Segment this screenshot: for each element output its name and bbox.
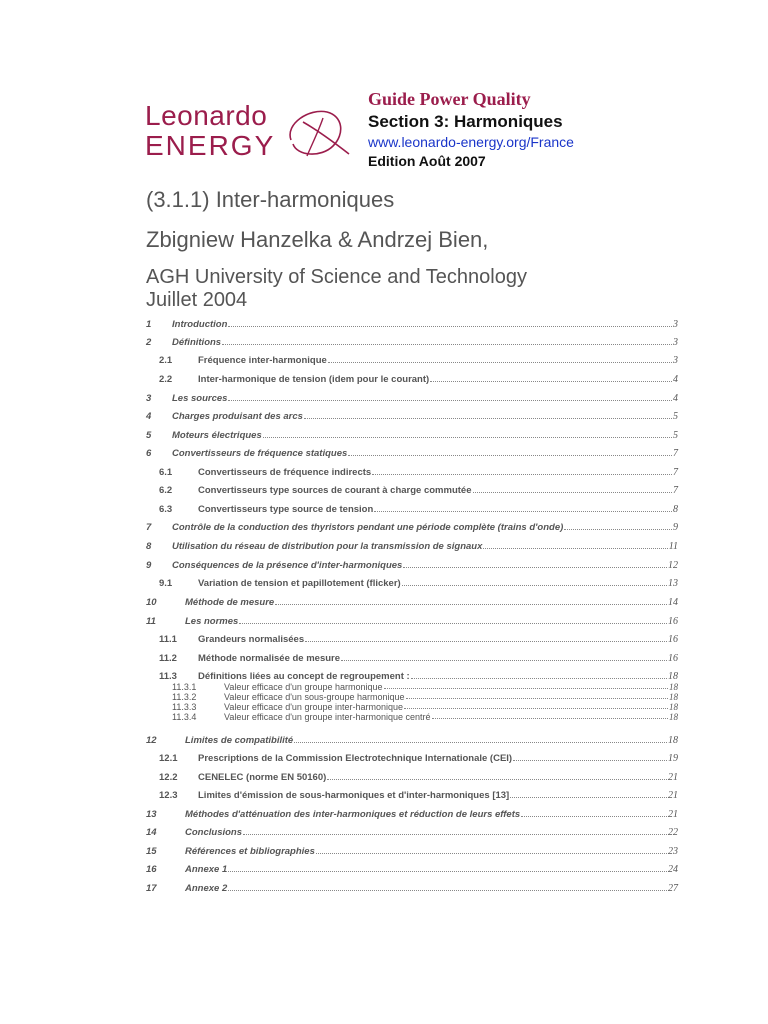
toc-leader-dots <box>384 687 669 689</box>
toc-entry-page: 14 <box>668 597 678 608</box>
toc-entry-label: Annexe 2 <box>185 883 228 894</box>
toc-entry-number: 2.1 <box>159 355 173 366</box>
toc-entry-page: 7 <box>673 448 678 459</box>
toc-entry-label: Méthode normalisée de mesure <box>198 653 341 664</box>
toc-entry-number: 11.2 <box>159 653 177 664</box>
toc-entry[interactable] <box>146 372 678 385</box>
toc-entry-label: Annexe 1 <box>185 864 228 875</box>
edition-date: Edition Août 2007 <box>368 153 486 169</box>
toc-entry[interactable] <box>146 391 678 404</box>
toc-entry[interactable] <box>146 595 678 608</box>
toc-entry-page: 18 <box>669 682 678 692</box>
toc-entry-page: 3 <box>673 337 678 348</box>
toc-entry-page: 3 <box>673 355 678 366</box>
toc-entry-number: 4 <box>146 411 152 422</box>
toc-leader-dots <box>403 566 667 568</box>
toc-entry-page: 18 <box>669 692 678 702</box>
toc-entry-number: 13 <box>146 809 157 820</box>
toc-leader-dots <box>263 436 672 438</box>
toc-entry-number: 2.2 <box>159 374 173 385</box>
toc-entry-page: 11 <box>668 541 678 552</box>
toc-leader-dots <box>275 603 667 605</box>
toc-entry-label: Convertisseurs type sources de courant à charge commutée <box>198 485 472 496</box>
toc-entry[interactable] <box>146 751 678 764</box>
toc-entry-label: Méthode de mesure <box>185 597 275 608</box>
toc-entry-label: Conclusions <box>185 827 243 838</box>
toc-entry-page: 21 <box>668 809 678 820</box>
section-title: Section 3: Harmoniques <box>368 112 563 131</box>
toc-entry[interactable] <box>146 446 678 459</box>
logo-text-energy: ENERGY <box>145 130 276 161</box>
toc-entry-number: 12 <box>146 735 157 746</box>
toc-entry-label: Fréquence inter-harmonique <box>198 355 327 366</box>
toc-entry[interactable] <box>146 335 678 348</box>
toc-entry-page: 9 <box>673 522 678 533</box>
toc-entry-number: 10 <box>146 597 157 608</box>
toc-entry-label: Définitions <box>172 337 222 348</box>
toc-entry[interactable] <box>146 632 678 645</box>
toc-leader-dots <box>348 454 672 456</box>
toc-leader-dots <box>316 852 667 854</box>
toc-entry[interactable] <box>146 428 678 441</box>
website-link[interactable]: www.leonardo-energy.org/France <box>368 134 574 150</box>
toc-entry[interactable] <box>146 520 678 533</box>
toc-entry-number: 11.1 <box>159 634 177 645</box>
toc-entry-number: 1 <box>146 319 152 330</box>
toc-entry-number: 6.2 <box>159 485 173 496</box>
toc-entry-page: 24 <box>668 864 678 875</box>
toc-entry-page: 21 <box>668 772 678 783</box>
leonardo-energy-logo <box>145 100 360 162</box>
toc-entry-number: 17 <box>146 883 157 894</box>
toc-entry-label: Contrôle de la conduction des thyristors pendant une période complète (trains d'onde) <box>172 522 564 533</box>
toc-leader-dots <box>513 759 667 761</box>
toc-entry-page: 7 <box>673 467 678 478</box>
toc-entry-number: 3 <box>146 393 152 404</box>
toc-entry-label: Références et bibliographies <box>185 846 315 857</box>
toc-entry-number: 6.3 <box>159 504 173 515</box>
toc-entry-page: 22 <box>668 827 678 838</box>
toc-entry-number: 11 <box>146 616 156 627</box>
toc-entry-number: 12.3 <box>159 790 178 801</box>
toc-leader-dots <box>304 417 672 419</box>
toc-entry[interactable] <box>146 733 678 746</box>
toc-leader-dots <box>228 325 672 327</box>
toc-entry[interactable] <box>146 862 678 875</box>
toc-entry-number: 9.1 <box>159 578 173 589</box>
toc-entry-page: 16 <box>668 616 678 627</box>
toc-entry-page: 18 <box>668 671 678 682</box>
logo-swirl-icon <box>283 104 355 162</box>
toc-entry-number: 6.1 <box>159 467 173 478</box>
toc-entry-label: Méthodes d'atténuation des inter-harmoniques et réduction de leurs effets <box>185 809 521 820</box>
toc-entry[interactable] <box>146 711 678 722</box>
toc-entry-number: 7 <box>146 522 152 533</box>
toc-entry-number: 11.3.4 <box>172 712 197 722</box>
toc-entry[interactable] <box>146 576 678 589</box>
toc-entry[interactable] <box>146 770 678 783</box>
toc-entry[interactable] <box>146 502 678 515</box>
toc-entry-label: Convertisseurs type source de tension <box>198 504 374 515</box>
toc-entry-label: Valeur efficace d'un groupe harmonique <box>224 682 383 692</box>
toc-leader-dots <box>243 833 667 835</box>
toc-entry-label: Valeur efficace d'un groupe inter-harmonique centré <box>224 712 431 722</box>
toc-entry-page: 21 <box>668 790 678 801</box>
toc-entry-page: 18 <box>669 712 678 722</box>
toc-leader-dots <box>228 399 672 401</box>
toc-entry-label: Inter-harmonique de tension (idem pour le courant) <box>198 374 430 385</box>
toc-entry-label: Variation de tension et papillotement (flicker) <box>198 578 401 589</box>
toc-entry-page: 8 <box>673 504 678 515</box>
toc-entry-label: Définitions liées au concept de regroupement : <box>198 671 410 682</box>
toc-leader-dots <box>374 510 672 512</box>
toc-leader-dots <box>222 343 672 345</box>
toc-leader-dots <box>341 659 667 661</box>
toc-entry[interactable] <box>146 409 678 422</box>
toc-entry[interactable] <box>146 483 678 496</box>
toc-leader-dots <box>372 473 672 475</box>
document-title: (3.1.1) Inter-harmoniques <box>146 187 395 212</box>
toc-entry-label: CENELEC (norme EN 50160) <box>198 772 327 783</box>
toc-entry-label: Les normes <box>185 616 239 627</box>
toc-entry[interactable] <box>146 353 678 366</box>
toc-entry-number: 11.3.2 <box>172 692 197 702</box>
toc-leader-dots <box>406 697 668 699</box>
toc-leader-dots <box>432 717 668 719</box>
toc-entry-page: 7 <box>673 485 678 496</box>
affiliation: AGH University of Science and Technology <box>146 266 527 288</box>
toc-entry-page: 5 <box>673 430 678 441</box>
toc-leader-dots <box>430 380 672 382</box>
toc-entry-label: Convertisseurs de fréquence statiques <box>172 448 348 459</box>
toc-entry-page: 19 <box>668 753 678 764</box>
toc-entry-label: Convertisseurs de fréquence indirects <box>198 467 372 478</box>
toc-entry-label: Valeur efficace d'un groupe inter-harmonique <box>224 702 403 712</box>
toc-leader-dots <box>228 870 667 872</box>
toc-entry-page: 16 <box>668 653 678 664</box>
guide-title: Guide Power Quality <box>368 89 531 109</box>
toc-entry[interactable] <box>146 614 678 627</box>
toc-leader-dots <box>473 491 673 493</box>
toc-entry-page: 16 <box>668 634 678 645</box>
toc-leader-dots <box>294 741 667 743</box>
toc-entry[interactable] <box>146 465 678 478</box>
toc-entry[interactable] <box>146 807 678 820</box>
toc-entry-number: 9 <box>146 560 152 571</box>
toc-entry-page: 4 <box>673 393 678 404</box>
toc-entry-label: Charges produisant des arcs <box>172 411 303 422</box>
toc-entry[interactable] <box>146 558 678 571</box>
logo-text-leonardo: Leonardo <box>145 100 268 131</box>
publication-date: Juillet 2004 <box>146 289 248 311</box>
toc-entry[interactable] <box>146 651 678 664</box>
toc-leader-dots <box>510 796 667 798</box>
toc-entry-number: 15 <box>146 846 157 857</box>
affiliation-block <box>146 266 527 312</box>
toc-entry-page: 5 <box>673 411 678 422</box>
toc-entry-label: Prescriptions de la Commission Electrotechnique Internationale (CEI) <box>198 753 513 764</box>
toc-entry[interactable] <box>146 844 678 857</box>
toc-entry-label: Valeur efficace d'un sous-groupe harmonique <box>224 692 405 702</box>
toc-leader-dots <box>521 815 667 817</box>
toc-leader-dots <box>402 584 667 586</box>
toc-leader-dots <box>305 640 667 642</box>
toc-entry-label: Limites de compatibilité <box>185 735 294 746</box>
toc-entry-number: 16 <box>146 864 157 875</box>
toc-leader-dots <box>404 707 668 709</box>
toc-entry-label: Moteurs électriques <box>172 430 262 441</box>
toc-entry[interactable] <box>146 788 678 801</box>
toc-entry-number: 11.3 <box>159 671 177 682</box>
toc-leader-dots <box>228 889 667 891</box>
toc-leader-dots <box>239 622 667 624</box>
toc-entry-number: 5 <box>146 430 152 441</box>
toc-entry-label: Limites d'émission de sous-harmoniques et d'inter-harmoniques [13] <box>198 790 510 801</box>
toc-entry[interactable] <box>146 825 678 838</box>
toc-entry-label: Conséquences de la présence d'inter-harmoniques <box>172 560 403 571</box>
toc-entry-number: 12.1 <box>159 753 178 764</box>
toc-entry-page: 18 <box>668 735 678 746</box>
toc-leader-dots <box>483 547 667 549</box>
toc-entry-label: Utilisation du réseau de distribution pour la transmission de signaux <box>172 541 483 552</box>
toc-entry-page: 13 <box>668 578 678 589</box>
toc-leader-dots <box>564 528 672 530</box>
toc-entry-page: 18 <box>669 702 678 712</box>
toc-leader-dots <box>411 677 667 679</box>
toc-entry-number: 11.3.1 <box>172 682 197 692</box>
authors: Zbigniew Hanzelka & Andrzej Bien, <box>146 227 489 252</box>
toc-entry-number: 14 <box>146 827 157 838</box>
toc-entry-number: 11.3.3 <box>172 702 197 712</box>
toc-entry-page: 23 <box>668 846 678 857</box>
toc-entry[interactable] <box>146 539 678 552</box>
toc-entry-number: 6 <box>146 448 152 459</box>
toc-entry[interactable] <box>146 881 678 894</box>
toc-entry-label: Les sources <box>172 393 228 404</box>
toc-entry-number: 8 <box>146 541 152 552</box>
toc-leader-dots <box>327 778 667 780</box>
toc-leader-dots <box>328 361 672 363</box>
toc-entry-page: 27 <box>668 883 678 894</box>
toc-entry-label: Introduction <box>172 319 228 330</box>
toc-entry-page: 4 <box>673 374 678 385</box>
toc-entry-page: 3 <box>673 319 678 330</box>
toc-entry-number: 2 <box>146 337 152 348</box>
toc-entry-number: 12.2 <box>159 772 178 783</box>
toc-entry[interactable] <box>146 317 678 330</box>
toc-entry-label: Grandeurs normalisées <box>198 634 305 645</box>
toc-entry-page: 12 <box>668 560 678 571</box>
document-header <box>368 90 574 168</box>
